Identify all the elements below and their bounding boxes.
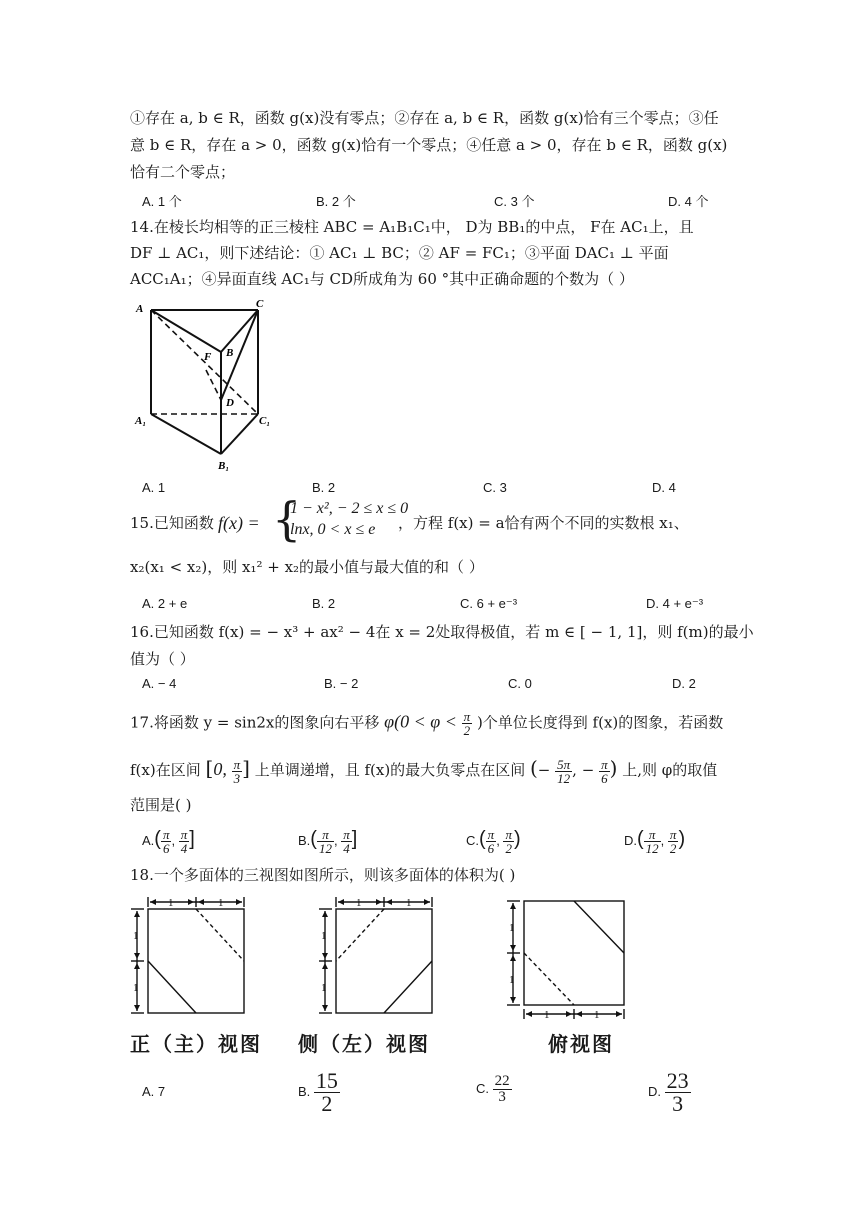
svg-text:1: 1 [321, 930, 327, 942]
fig-label-f: F [204, 351, 212, 363]
svg-text:1: 1 [509, 922, 515, 934]
q16-option-c: C. 0 [508, 676, 532, 691]
q14-option-c: C. 3 [483, 480, 507, 495]
q13-option-c: C. 3 个 [494, 194, 535, 209]
q17-line-1 [130, 710, 723, 737]
fig-label-d: D [226, 397, 234, 409]
q15-brace: { [272, 492, 302, 546]
q13-option-d: D. 4 个 [668, 194, 709, 209]
q17-frac-pi-2: $\frac{\pi}{2}$ [463, 709, 471, 738]
q15-fx: f(x) = [218, 513, 260, 533]
q15-option-c: C. 6 + e⁻³ [460, 596, 518, 611]
svg-text:1: 1 [594, 1009, 600, 1021]
q16-line-2: 值为（ ） [130, 650, 195, 668]
fig-label-c1: C₁ [259, 415, 271, 427]
q14-line-2: DF ⊥ AC₁，则下述结论：① AC₁ ⊥ BC；② AF = FC₁；③平面 DAC₁ ⊥ 平面 [130, 244, 669, 262]
fig-label-c: C [256, 298, 264, 310]
q18-option-a: A. 7 [142, 1084, 166, 1099]
svg-text:1: 1 [218, 897, 224, 909]
q18-option-c: C. $\frac{22}{3}$ [476, 1073, 510, 1105]
q15-option-a: A. 2 + e [142, 596, 188, 611]
q13-line-3: 恰有二个零点； [130, 163, 236, 181]
fig-label-a: A [136, 303, 144, 315]
q17-option-c: C.( $\frac{\pi}{6}$ , $\frac{\pi}{2}$ ) [466, 827, 521, 857]
q13-option-b: B. 2 个 [316, 194, 356, 209]
q18-option-b: B. $\frac{15}{2}$ [298, 1068, 338, 1116]
q14-option-b: B. 2 [312, 480, 336, 495]
q17-frac-pi-3: $\frac{\pi}{3}$ [233, 756, 241, 786]
q14-line-1: 14.在棱长均相等的正三棱柱 ABC = A₁B₁C₁中， D为 BB₁的中点， F在 AC₁上，且 [130, 218, 694, 236]
q17-l1c: )个单位长度得到 f(x)的图象，若函数 [476, 713, 724, 732]
q15-case-1: 1 − x², − 2 ≤ x ≤ 0 [290, 500, 409, 517]
q15-line-2: x₂(x₁ < x₂)，则 x₁² + x₂的最小值与最大值的和（ ） [130, 558, 484, 576]
svg-text:1: 1 [168, 897, 174, 909]
q14-option-d: D. 4 [652, 480, 676, 495]
q15-prefix: 15.已知函数 [130, 514, 214, 532]
q17-phi-range: φ(0 < φ < [384, 711, 457, 732]
q18-option-d: D. $\frac{23}{3}$ [648, 1068, 689, 1116]
top-view [504, 893, 634, 1023]
svg-text:1: 1 [406, 897, 412, 909]
q14-line-3: ACC₁A₁；④异面直线 AC₁与 CD所成角为 60 °其中正确命题的个数为（ ） [130, 270, 634, 288]
q17-line-2: f(x)在区间 [0, $\frac{\pi}{3}$ ] 上单调递增，且 f(x)的最大负零点在区间 (− $\frac{5\pi}{12}$ , − $\frac{\pi}{6}$ ) 上,则 φ的取值 [130, 756, 718, 786]
fig-label-b: B [226, 347, 234, 359]
q15-option-b: B. 2 [312, 596, 336, 611]
svg-text:1: 1 [509, 974, 515, 986]
front-view-label: 正（主）视图 [130, 1032, 262, 1056]
q13-option-a: A. 1 个 [142, 194, 182, 209]
q16-option-a: A. − 4 [142, 676, 177, 691]
q18-line-1: 18.一个多面体的三视图如图所示，则该多面体的体积为( ) [130, 866, 516, 884]
q16-option-b: B. − 2 [324, 676, 359, 691]
svg-text:1: 1 [133, 930, 139, 942]
q17-option-b: B.( $\frac{\pi}{12}$ , $\frac{\pi}{4}$ ] [298, 827, 358, 857]
svg-text:1: 1 [321, 982, 327, 994]
q15-option-d: D. 4 + e⁻³ [646, 596, 704, 611]
q17-option-a: A.( $\frac{\pi}{6}$ , $\frac{\pi}{4}$ ] [142, 827, 195, 857]
q13-line-1: ①存在 a, b ∈ R，函数 g(x)没有零点；②存在 a, b ∈ R，函数 g(x)恰有三个零点；③任 [130, 109, 719, 127]
fig-label-b1: B₁ [218, 460, 230, 472]
q17-l2b: 上单调递增，且 f(x)的最大负零点在区间 [254, 761, 526, 779]
q17-frac-pi-6: $\frac{\pi}{6}$ [601, 756, 608, 786]
q15-mid: ，方程 f(x) = a恰有两个不同的实数根 x₁、 [398, 514, 689, 532]
svg-text:1: 1 [133, 982, 139, 994]
q17-l2a: f(x)在区间 [130, 761, 201, 779]
prism-figure [134, 296, 284, 474]
q16-option-d: D. 2 [672, 676, 696, 691]
svg-text:1: 1 [356, 897, 362, 909]
q17-l1a: 17.将函数 y = sin2x的图象向右平移 [130, 713, 380, 732]
q17-line-3: 范围是( ) [130, 796, 192, 814]
fig-label-a1: A₁ [135, 415, 147, 427]
q15-case-2: lnx, 0 < x ≤ e [290, 521, 376, 538]
front-view [128, 893, 256, 1023]
q17-l2c: 上,则 φ的取值 [622, 761, 718, 779]
q16-line-1: 16.已知函数 f(x) = − x³ + ax² − 4在 x = 2处取得极值，若 m ∈ [ − 1, 1]，则 f(m)的最小 [130, 623, 754, 641]
q17-option-d: D.( $\frac{\pi}{12}$ , $\frac{\pi}{2}$ ) [624, 827, 686, 857]
side-view-label: 侧（左）视图 [298, 1032, 430, 1056]
q17-frac-5pi-12: $\frac{5\pi}{12}$ [557, 756, 571, 786]
side-view [316, 893, 444, 1023]
q13-line-2: 意 b ∈ R，存在 a > 0，函数 g(x)恰有一个零点；④任意 a > 0，存在 b ∈ R，函数 g(x) [130, 136, 728, 154]
q14-option-a: A. 1 [142, 480, 166, 495]
svg-text:1: 1 [544, 1009, 550, 1021]
top-view-label: 俯视图 [548, 1032, 614, 1056]
